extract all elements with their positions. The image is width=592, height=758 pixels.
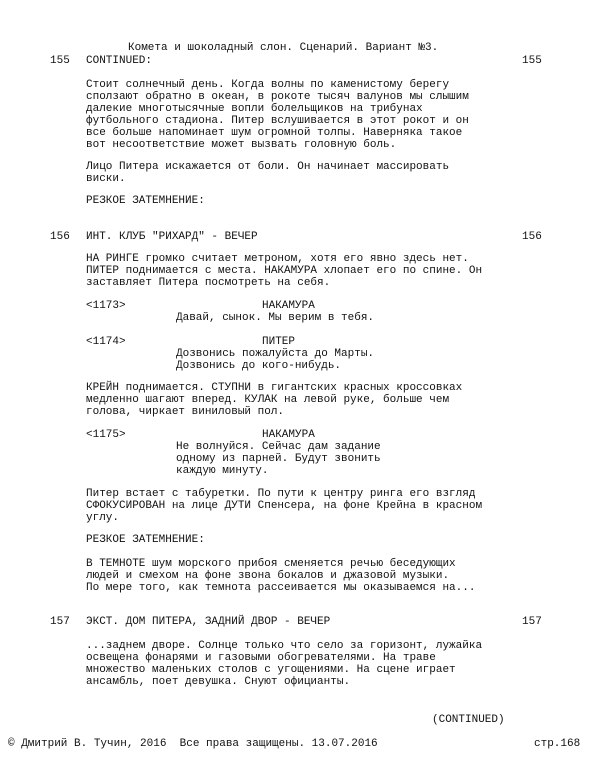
action-paragraph <box>86 382 526 418</box>
scene-heading: ЭКСТ. ДОМ ПИТЕРА, ЗАДНИЙ ДВОР - ВЕЧЕР <box>86 616 331 628</box>
action-line: вот несоответствие может вызвать головную боль. <box>86 139 397 151</box>
action-line: КРЕЙН поднимается. СТУПНИ в гигантских красных кроссовках <box>86 382 463 394</box>
scene-heading: ИНТ. КЛУБ "РИХАРД" - ВЕЧЕР <box>86 231 258 243</box>
dialogue-text <box>176 312 374 324</box>
dialogue-id: <1173> <box>86 300 126 312</box>
action-line: НА РИНГЕ громко считает метроном, хотя его явно здесь нет. <box>86 253 469 265</box>
dialogue-line: Не волнуйся. Сейчас дам задание <box>176 441 381 453</box>
action-paragraph <box>86 488 526 524</box>
action-line: заставляет Питера посмотреть на себя. <box>86 277 331 289</box>
scene-number-left: 157 <box>50 616 70 628</box>
action-paragraph <box>86 79 526 151</box>
action-paragraph <box>86 161 526 185</box>
action-line: людей и смехом на фоне звона бокалов и джазовой музыки. <box>86 570 450 582</box>
scene-number-right: 157 <box>522 616 542 628</box>
action-line: ...заднем дворе. Солнце только что село за горизонт, лужайка <box>86 640 483 652</box>
page-number: стр.168 <box>534 738 581 750</box>
action-line: голова, чиркает виниловый пол. <box>86 406 285 418</box>
action-line: СФОКУСИРОВАН на лице ДУТИ Спенсера, на фоне Крейна в красном <box>86 500 483 512</box>
document-title: Комета и шоколадный слон. Сценарий. Вариант №3. <box>128 42 439 54</box>
action-line: медленно шагают вперед. КУЛАК на левой руке, больше чем <box>86 394 450 406</box>
dialogue-id: <1175> <box>86 429 126 441</box>
dialogue-line: одному из парней. Будут звонить <box>176 453 381 465</box>
dialogue-line: Давай, сынок. Мы верим в тебя. <box>176 312 375 324</box>
action-line: футбольного стадиона. Питер вслушивается в этот рокот и он <box>86 115 469 127</box>
action-line: ПИТЕР поднимается с места. НАКАМУРА хлопает его по спине. Он <box>86 265 483 277</box>
scene-number-right: 156 <box>522 231 542 243</box>
character-name: НАКАМУРА <box>262 300 315 312</box>
scene-number-right: 155 <box>522 55 542 67</box>
scene-number-left: 156 <box>50 231 70 243</box>
action-line: все больше напоминает шум огромной толпы. Наверняка такое <box>86 127 463 139</box>
action-line: Питер встает с табуретки. По пути к центру ринга его взгляд <box>86 488 476 500</box>
action-line: виски. <box>86 173 126 185</box>
action-line: сползают обратно в океан, в рокоте тысяч валунов мы слышим <box>86 91 469 103</box>
copyright-footer: © Дмитрий В. Тучин, 2016 Все права защищены. 13.07.2016 <box>8 738 378 750</box>
action-line: углу. <box>86 512 120 524</box>
scene-number-left: 155 <box>50 55 70 67</box>
action-paragraph <box>86 640 526 688</box>
action-line: В ТЕМНОТЕ шум морского прибоя сменяется речью беседующих <box>86 558 456 570</box>
character-name: НАКАМУРА <box>262 429 315 441</box>
action-line: множество маленьких столов с угощениями. На сцене играет <box>86 664 456 676</box>
dialogue-id: <1174> <box>86 336 126 348</box>
action-line: Лицо Питера искажается от боли. Он начинает массировать <box>86 161 450 173</box>
continued-label: CONTINUED: <box>86 55 153 67</box>
action-line: освещена фонарями и газовыми обогревателями. На траве <box>86 652 436 664</box>
dialogue-line: каждую минуту. <box>176 465 269 477</box>
transition: РЕЗКОЕ ЗАТЕМНЕНИЕ: <box>86 534 205 546</box>
action-line: По мере того, как темнота рассеивается мы оказываемся на... <box>86 582 476 594</box>
character-name: ПИТЕР <box>262 336 296 348</box>
dialogue-text <box>176 348 374 372</box>
dialogue-text <box>176 441 381 477</box>
action-paragraph <box>86 558 526 594</box>
action-line: ансамбль, поет девушка. Снуют официанты. <box>86 676 351 688</box>
action-paragraph <box>86 253 526 289</box>
continued-marker: (CONTINUED) <box>432 714 505 726</box>
dialogue-line: Дозвонись пожалуйста до Марты. <box>176 348 375 360</box>
action-line: Стоит солнечный день. Когда волны по каменистому берегу <box>86 79 450 91</box>
action-line: далекие многотысячные вопли болельщиков на трибунах <box>86 103 423 115</box>
dialogue-line: Дозвонись до кого-нибудь. <box>176 360 342 372</box>
transition: РЕЗКОЕ ЗАТЕМНЕНИЕ: <box>86 195 205 207</box>
